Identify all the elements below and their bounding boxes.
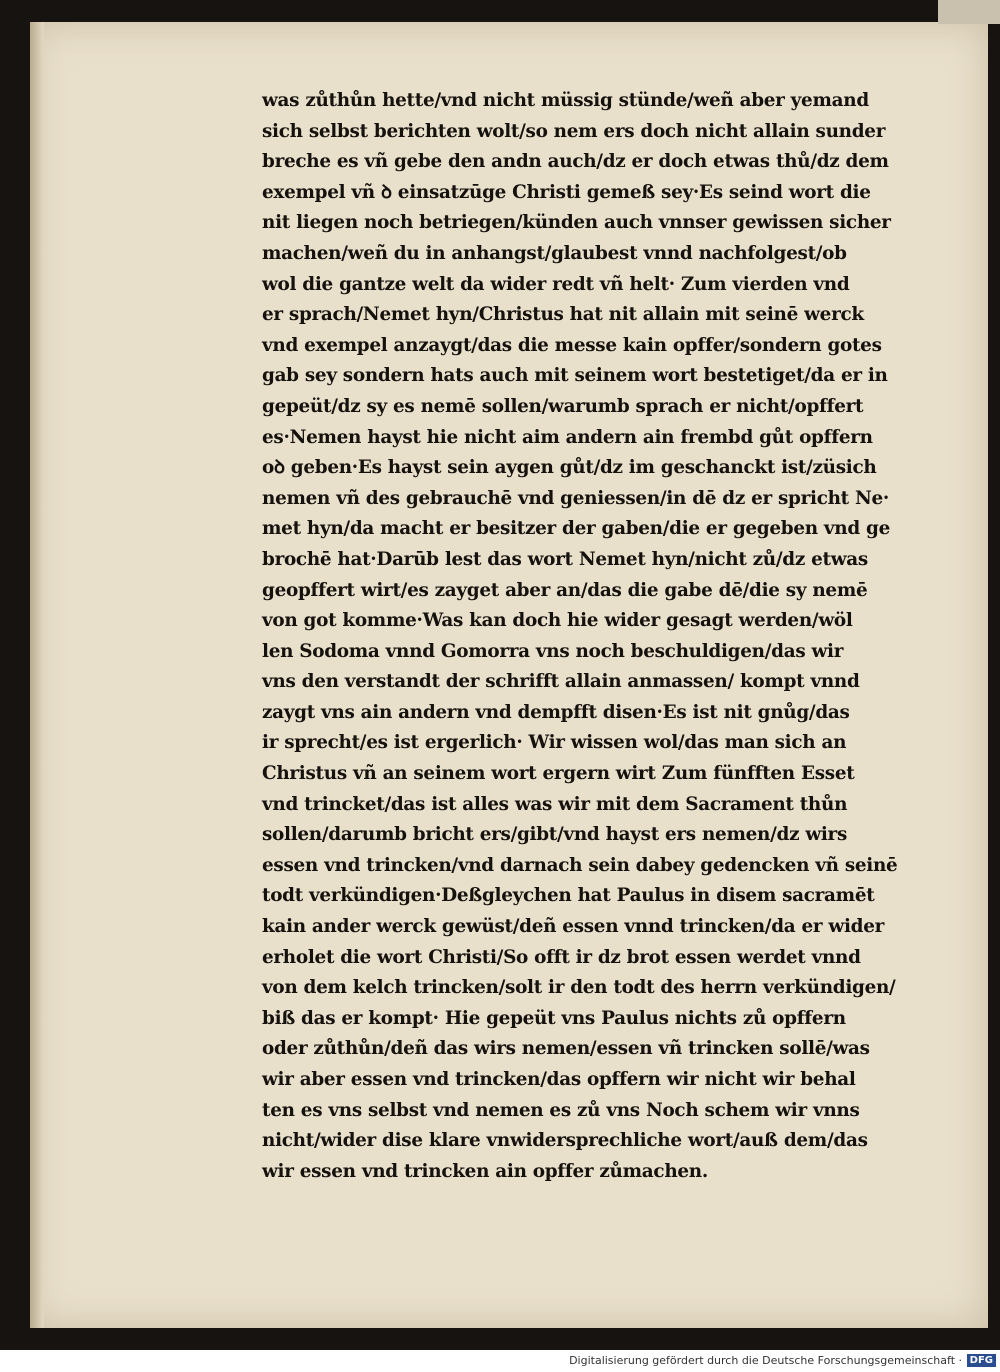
text-line: gepeüt/dz sy es nemē sollen/warumb sprach er nicht/opffert: [262, 395, 864, 417]
text-line: essen vnd trincken/vnd darnach sein dabey gedencken vñ seinē: [262, 854, 898, 876]
text-line: nemen vñ des gebrauchē vnd geniessen/in dē dz er spricht Ne·: [262, 487, 890, 509]
text-line: vns den verstandt der schrifft allain anmassen/ kompt vnnd: [262, 671, 860, 693]
text-line: biß das er kompt· Hie gepeüt vns Paulus nichts zů opffern: [262, 1007, 846, 1029]
text-line: ten es vns selbst vnd nemen es zů vns Noch schem wir vnns: [262, 1099, 860, 1121]
text-line: es·Nemen hayst hie nicht aim andern ain frembd gůt opffern: [262, 426, 873, 448]
text-line: zaygt vns ain andern vnd dempfft disen·Es ist nit gnůg/das: [262, 701, 850, 723]
text-line: nit liegen noch betriegen/künden auch vnnser gewissen sicher: [262, 212, 891, 234]
text-line: sich selbst berichten wolt/so nem ers doch nicht allain sunder: [262, 120, 886, 142]
text-line: len Sodoma vnnd Gomorra vns noch beschuldigen/das wir: [262, 640, 844, 662]
text-line: brochē hat·Darūb lest das wort Nemet hyn/nicht zů/dz etwas: [262, 548, 868, 570]
funding-notice: Digitalisierung gefördert durch die Deutsche Forschungsgemeinschaft ·: [569, 1354, 962, 1367]
text-line: met hyn/da macht er besitzer der gaben/die er gegeben vnd ge: [262, 518, 891, 540]
text-line: kain ander werck gewüst/deñ essen vnnd trincken/da er wider: [262, 916, 885, 938]
text-line: oꝺ geben·Es hayst sein aygen gůt/dz im geschanckt ist/züsich: [262, 457, 877, 479]
text-line: was zůthůn hette/vnd nicht müssig stünde/weñ aber yemand: [262, 90, 869, 111]
text-line: von got komme·Was kan doch hie wider gesagt werden/wöl: [262, 610, 853, 632]
text-line: vnd exempel anzaygt/das die messe kain opffer/sondern gotes: [262, 334, 882, 356]
text-line: erholet die wort Christi/So offt ir dz brot essen werdet vnnd: [262, 946, 861, 968]
text-line: von dem kelch trincken/solt ir den todt des herrn verkündigen/: [262, 977, 896, 999]
text-line: ir sprecht/es ist ergerlich· Wir wissen wol/das man sich an: [262, 732, 847, 754]
page-gutter-edge: [30, 22, 44, 1328]
text-line: breche es vñ gebe den andn auch/dz er doch etwas thů/dz dem: [262, 151, 889, 173]
page-corner-scrap: [938, 0, 1000, 24]
text-line: todt verkündigen·Deßgleychen hat Paulus in disem sacramēt: [262, 885, 875, 907]
text-line: gab sey sondern hats auch mit seinem wort bestetiget/da er in: [262, 365, 888, 387]
text-line: geopffert wirt/es zayget aber an/das die gabe dē/die sy nemē: [262, 579, 868, 601]
text-line: nicht/wider dise klare vnwidersprechliche wort/auß dem/das: [262, 1130, 868, 1152]
text-line: wir essen vnd trincken ain opffer zůmachen.: [262, 1160, 708, 1182]
footer-bar: [0, 1350, 1000, 1372]
text-line: wol die gantze welt da wider redt vñ helt· Zum vierden vnd: [262, 273, 850, 295]
text-line: Christus vñ an seinem wort ergern wirt Zum fünfften Esset: [262, 763, 855, 785]
text-line: wir aber essen vnd trincken/das opffern wir nicht wir behal: [262, 1069, 856, 1090]
text-line: machen/weñ du in anhangst/glaubest vnnd nachfolgest/ob: [262, 242, 847, 264]
text-line: exempel vñ ꝺ einsatzūge Christi gemeß sey·Es seind wort die: [262, 181, 871, 203]
dfg-logo: DFG: [967, 1354, 996, 1367]
text-line: er sprach/Nemet hyn/Christus hat nit allain mit seinē werck: [262, 304, 864, 326]
printed-text-block: [262, 86, 962, 1187]
text-line: sollen/darumb bricht ers/gibt/vnd hayst ers nemen/dz wirs: [262, 824, 848, 846]
text-line: oder zůthůn/deñ das wirs nemen/essen vñ trincken sollē/was: [262, 1038, 870, 1060]
text-line: vnd trincket/das ist alles was wir mit dem Sacrament thůn: [262, 793, 848, 815]
